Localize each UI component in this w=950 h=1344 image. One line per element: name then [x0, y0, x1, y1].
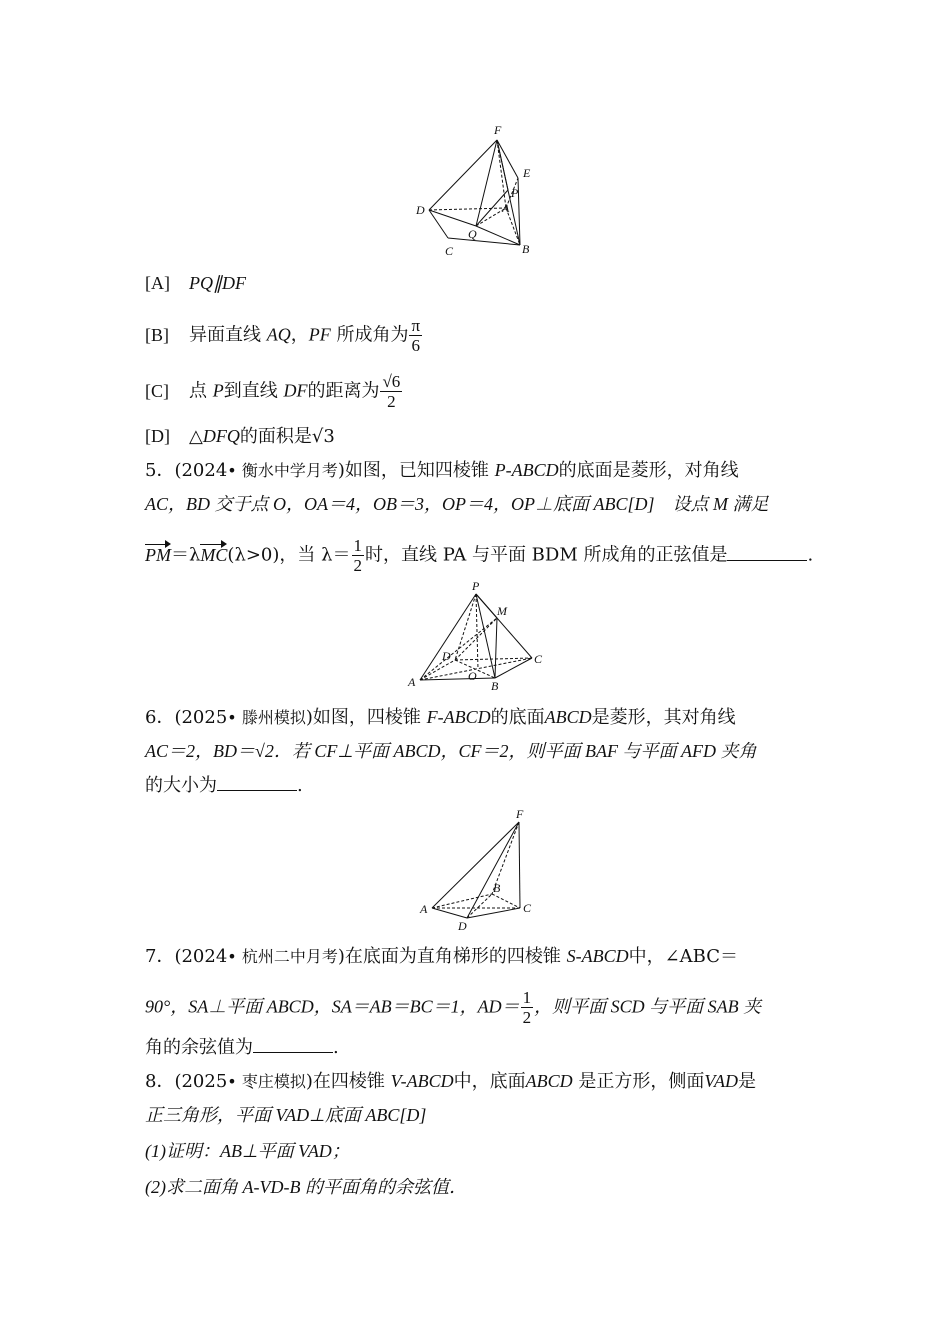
fraction: $\frac{√6}{2}$	[382, 372, 401, 411]
option-c: [C] 点 P到直线 DF的距离为 $\frac{√6}{2}$	[145, 372, 401, 411]
fig1-label-a: A	[502, 201, 510, 215]
fig2-label-c: C	[534, 652, 543, 666]
fig2-label-d: D	[442, 649, 451, 663]
q6-line-1: 6．(2025• 滕州模拟)如图，四棱锥 F-ABCD的底面ABCD是菱形，其对角线	[145, 707, 736, 728]
q6-line-3: 的大小为 .	[145, 772, 303, 798]
q8-part-2: (2)求二面角 A-VD-B 的平面角的余弦值．	[145, 1177, 467, 1197]
q7-line-2: 90°，SA⊥平面 ABCD，SA＝AB＝BC＝1，AD＝ $\frac{1}{2}$ ，则平面 SCD 与平面 SAB 夹	[145, 988, 762, 1027]
fraction: $\frac{1}{2}$	[353, 536, 363, 575]
q8-part-1: (1)证明：AB⊥平面 VAD；	[145, 1141, 350, 1161]
fig3-label-c: C	[523, 901, 532, 915]
fig3-label-d: D	[458, 919, 467, 933]
q5-line-2: AC，BD 交于点 O，OA＝4，OB＝3，OP＝4，OP⊥底面 ABC[D] 设点 M 满足	[145, 494, 769, 514]
fig1-label-p: P	[511, 186, 519, 200]
fig2-label-p: P	[472, 579, 480, 593]
fig1-label-f: F	[494, 123, 502, 137]
fig1-label-b: B	[522, 242, 530, 256]
fig2-label-a: A	[408, 675, 416, 689]
figure-pyramid-f	[410, 120, 540, 260]
q7-line-1: 7．(2024• 杭州二中月考)在底面为直角梯形的四棱锥 S-ABCD中，∠ABC＝	[145, 946, 739, 967]
answer-blank[interactable]	[217, 772, 297, 791]
fig3-label-b: B	[493, 881, 501, 895]
fig3-label-a: A	[420, 902, 428, 916]
answer-blank[interactable]	[253, 1034, 333, 1053]
figure-pyramid-p	[400, 578, 550, 698]
fig3-label-f: F	[516, 807, 524, 821]
answer-blank[interactable]	[727, 542, 807, 561]
fig1-label-d: D	[416, 203, 425, 217]
q8-line-2: 正三角形，平面 VAD⊥底面 ABC[D]	[145, 1105, 427, 1125]
q7-line-3: 角的余弦值为 .	[145, 1034, 339, 1060]
option-d: [D] △DFQ的面积是√3	[145, 426, 335, 447]
fig2-label-b: B	[491, 679, 499, 693]
fig1-label-c: C	[445, 244, 454, 258]
fraction: $\frac{\pi}{6}$	[411, 316, 421, 355]
fraction: $\frac{1}{2}$	[522, 988, 532, 1027]
q5-line-1: 5．(2024• 衡水中学月考)如图，已知四棱锥 P-ABCD的底面是菱形，对角线	[145, 460, 739, 481]
fig1-label-e: E	[523, 166, 531, 180]
figure-pyramid-f-abcd	[412, 808, 542, 933]
option-b: [B] 异面直线 AQ，PF 所成角为 $\frac{\pi}{6}$	[145, 316, 421, 355]
fig2-label-o: O	[468, 669, 477, 683]
q6-line-2: AC＝2，BD＝√2．若 CF⊥平面 ABCD，CF＝2，则平面 BAF 与平面 AFD 夹角	[145, 741, 757, 761]
q8-line-1: 8．(2025• 枣庄模拟)在四棱锥 V-ABCD中，底面ABCD 是正方形，侧面VAD是	[145, 1071, 756, 1092]
option-a: [A] PQ∥DF	[145, 273, 246, 293]
q5-line-3: PM＝λMC(λ>0)，当 λ＝ $\frac{1}{2}$ 时，直线 PA 与平面 BDM 所成角的正弦值是 .	[145, 536, 814, 575]
fig1-label-q: Q	[468, 227, 477, 241]
fig2-label-m: M	[497, 604, 507, 618]
